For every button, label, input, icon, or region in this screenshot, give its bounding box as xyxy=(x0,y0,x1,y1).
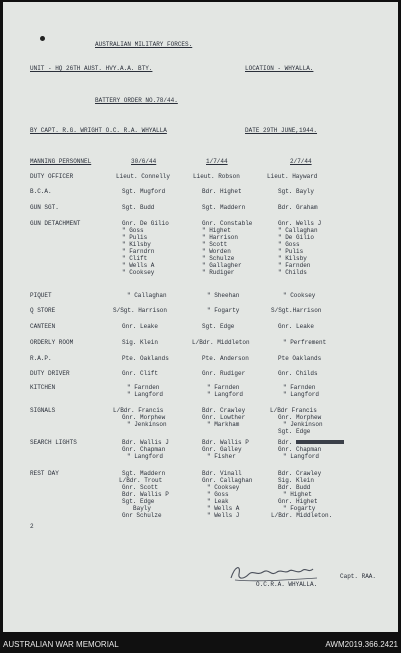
unit-line: UNIT - HQ 26TH AUST. HVY.A.A. BTY. xyxy=(30,65,153,72)
list-item: " Wells A xyxy=(122,262,155,269)
c1-orderly: Sig. Klein xyxy=(122,339,159,346)
c1-signals xyxy=(113,407,167,428)
list-item: Gnr. Morphew xyxy=(278,414,322,421)
list-item: Gnr. Galley xyxy=(202,446,242,453)
c3-gun: Bdr. Graham xyxy=(278,204,318,211)
c2-rap: Pte. Anderson xyxy=(202,355,249,362)
c1-search xyxy=(122,439,169,460)
list-item: " Gallagher xyxy=(202,262,242,269)
date-header-1: 30/6/44 xyxy=(131,158,157,165)
role-label: ORDERLY ROOM xyxy=(30,339,74,346)
struck-out-name xyxy=(296,440,344,444)
list-item: " Fisher xyxy=(207,453,236,460)
c1-detachment xyxy=(122,220,169,276)
c2-search xyxy=(202,439,249,460)
list-item: Gnr. De Gilio xyxy=(122,220,169,227)
date-header-3: 2/7/44 xyxy=(290,158,312,165)
list-item: Gnr. Morphew xyxy=(122,414,166,421)
role-label: REST DAY xyxy=(30,470,59,477)
role-label: PIQUET xyxy=(30,292,52,299)
list-item: " Clift xyxy=(122,255,148,262)
location-line: LOCATION - WHYALLA. xyxy=(245,65,314,72)
c3-qstore: S/Sgt.Harrison xyxy=(271,307,322,314)
c3-kitchen xyxy=(283,384,319,398)
list-item: Gnr. Wells J xyxy=(278,220,322,227)
list-item: " Kilsby xyxy=(278,255,307,262)
c3-duty: Lieut. Hayward xyxy=(267,173,318,180)
list-item: Gnr. Lowther xyxy=(202,414,246,421)
c2-gun: Sgt. Maddern xyxy=(202,204,246,211)
c3-bca: Sgt. Bayly xyxy=(278,188,315,195)
list-item: L/Bdr Francis xyxy=(270,407,317,414)
list-item: Sgt. Edge xyxy=(122,498,155,505)
role-label: DUTY DRIVER xyxy=(30,370,70,377)
list-item: " Childs xyxy=(278,269,307,276)
c3-canteen: Gnr. Leake xyxy=(278,323,315,330)
list-item: " Kilsby xyxy=(122,241,151,248)
list-item: Gnr. Chapman xyxy=(122,446,166,453)
list-item: L/Bdr. Trout xyxy=(119,477,163,484)
c1-rest xyxy=(119,470,169,519)
list-item: " Highet xyxy=(202,227,231,234)
c1-canteen: Gnr. Leake xyxy=(122,323,159,330)
list-item: " Langford xyxy=(207,391,244,398)
c3-rap: Pte Oaklands xyxy=(278,355,322,362)
c2-driver: Gnr. Rudiger xyxy=(202,370,246,377)
footer-source: AUSTRALIAN WAR MEMORIAL xyxy=(3,640,119,649)
order-number: BATTERY ORDER NO.78/44. xyxy=(95,97,178,104)
c1-kitchen xyxy=(127,384,163,398)
list-item: Gnr. Scott xyxy=(122,484,159,491)
role-label: Q STORE xyxy=(30,307,56,314)
list-item: " Worden xyxy=(202,248,231,255)
c3-search xyxy=(278,439,344,460)
punch-hole xyxy=(40,36,45,41)
list-item: " Goss xyxy=(122,227,144,234)
list-item: " Jenkinson xyxy=(283,421,323,428)
issued-by: BY CAPT. R.G. WRIGHT O.C. R.A. WHYALLA xyxy=(30,127,167,134)
list-item: Sgt. Maddern xyxy=(122,470,166,477)
list-item: Bdr. Crawley xyxy=(202,407,246,414)
c1-duty: Lieut. Connelly xyxy=(116,173,171,180)
c1-driver: Gnr. Clift xyxy=(122,370,159,377)
c1-rap: Pte. Oaklands xyxy=(122,355,169,362)
list-item: " Jenkinson xyxy=(127,421,167,428)
list-item: " Langford xyxy=(127,453,164,460)
list-item: " Farnden xyxy=(127,384,160,391)
list-item: " Langford xyxy=(283,453,320,460)
list-item: Bdr. Wallis J xyxy=(122,439,169,446)
list-item: Sig. Klein xyxy=(278,477,315,484)
signatory-title: O.C.R.A. WHYALLA. xyxy=(256,581,318,588)
c3-orderly: " Perfrement xyxy=(283,339,327,346)
list-item: Gnr. Chapman xyxy=(278,446,322,453)
role-label: GUN DETACHMENT xyxy=(30,220,81,227)
list-item: " Pulis xyxy=(122,234,148,241)
list-item: " Callaghan xyxy=(278,227,318,234)
role-label: CANTEEN xyxy=(30,323,56,330)
list-item: " Harrison xyxy=(202,234,239,241)
c2-rest xyxy=(202,470,252,519)
list-item: L/Bdr. Francis xyxy=(113,407,164,414)
c3-piquet: " Cooksey xyxy=(283,292,316,299)
list-item: Bdr. Vinall xyxy=(202,470,242,477)
c2-qstore: " Fogarty xyxy=(207,307,240,314)
c2-kitchen xyxy=(207,384,243,398)
list-item: " Pulis xyxy=(278,248,304,255)
role-label: KITCHEN xyxy=(30,384,56,391)
list-item: " Wells A xyxy=(207,505,240,512)
list-item: Bdr. xyxy=(278,439,344,446)
list-item: Bayly xyxy=(133,505,152,512)
list-item: " Schulze xyxy=(202,255,235,262)
document-page xyxy=(3,2,398,632)
c2-signals xyxy=(202,407,245,428)
list-item: " Farnden xyxy=(207,384,240,391)
role-label: B.C.A. xyxy=(30,188,52,195)
list-item: Gnr. Constable xyxy=(202,220,253,227)
list-item: " Rudiger xyxy=(202,269,235,276)
c2-duty: Lieut. Robson xyxy=(193,173,240,180)
c1-qstore: S/Sgt. Harrison xyxy=(113,307,168,314)
list-item: " Markham xyxy=(207,421,240,428)
role-label: SIGNALS xyxy=(30,407,56,414)
c3-rest xyxy=(271,470,332,519)
role-label: R.A.P. xyxy=(30,355,52,362)
signatory-rank: Capt. RAA. xyxy=(340,573,377,580)
list-item: " De Gilio xyxy=(278,234,315,241)
c2-canteen: Sgt. Edge xyxy=(202,323,235,330)
date-header-2: 1/7/44 xyxy=(206,158,228,165)
c2-bca: Bdr. Highet xyxy=(202,188,242,195)
list-item: " Fogarty xyxy=(283,505,316,512)
role-label: GUN SGT. xyxy=(30,204,59,211)
role-label: DUTY OFFICER xyxy=(30,173,74,180)
list-item: " Cooksey xyxy=(207,484,240,491)
list-item: " Wells J xyxy=(207,512,240,519)
list-item: Gnr. Callaghan xyxy=(202,477,253,484)
c2-detachment xyxy=(202,220,252,276)
list-item: Sgt. Edge xyxy=(278,428,311,435)
footer-accession-id: AWM2019.366.2421 xyxy=(325,640,398,649)
list-item: " Farnden xyxy=(283,384,316,391)
c1-bca: Sgt. Mugford xyxy=(122,188,166,195)
list-item: " Cooksey xyxy=(122,269,155,276)
footer-bar xyxy=(0,633,401,653)
list-item: Bdr. Budd xyxy=(278,484,311,491)
list-item: " Leak xyxy=(207,498,229,505)
c3-driver: Gnr. Childs xyxy=(278,370,318,377)
doc-heading: AUSTRALIAN MILITARY FORCES. xyxy=(95,41,193,48)
role-label: SEARCH LIGHTS xyxy=(30,439,77,446)
list-item: " Langford xyxy=(127,391,164,398)
c2-orderly: L/Bdr. Middleton xyxy=(192,339,250,346)
list-item: " Goss xyxy=(207,491,229,498)
list-item: " Highet xyxy=(283,491,312,498)
manning-header: MANNING PERSONNEL xyxy=(30,158,92,165)
list-item: Gnr. Highet xyxy=(278,498,318,505)
order-date: DATE 29TH JUNE,1944. xyxy=(245,127,318,134)
list-item: " Goss xyxy=(278,241,300,248)
page-number: 2 xyxy=(30,523,34,530)
list-item: Bdr. Wallis P xyxy=(202,439,249,446)
list-item: " Scott xyxy=(202,241,228,248)
list-item: " Langford xyxy=(283,391,320,398)
list-item: " Farndrn xyxy=(122,248,155,255)
list-item: Gnr Schulze xyxy=(122,512,162,519)
list-item: Bdr. Wallis P xyxy=(122,491,169,498)
c2-piquet: " Sheehan xyxy=(207,292,240,299)
c1-gun: Sgt. Budd xyxy=(122,204,155,211)
list-item: L/Bdr. Middleton. xyxy=(271,512,333,519)
c1-piquet: " Callaghan xyxy=(127,292,167,299)
c3-detachment xyxy=(278,220,321,276)
list-item: Bdr. Crawley xyxy=(278,470,322,477)
c3-signals xyxy=(270,407,323,435)
list-item: " Farnden xyxy=(278,262,311,269)
